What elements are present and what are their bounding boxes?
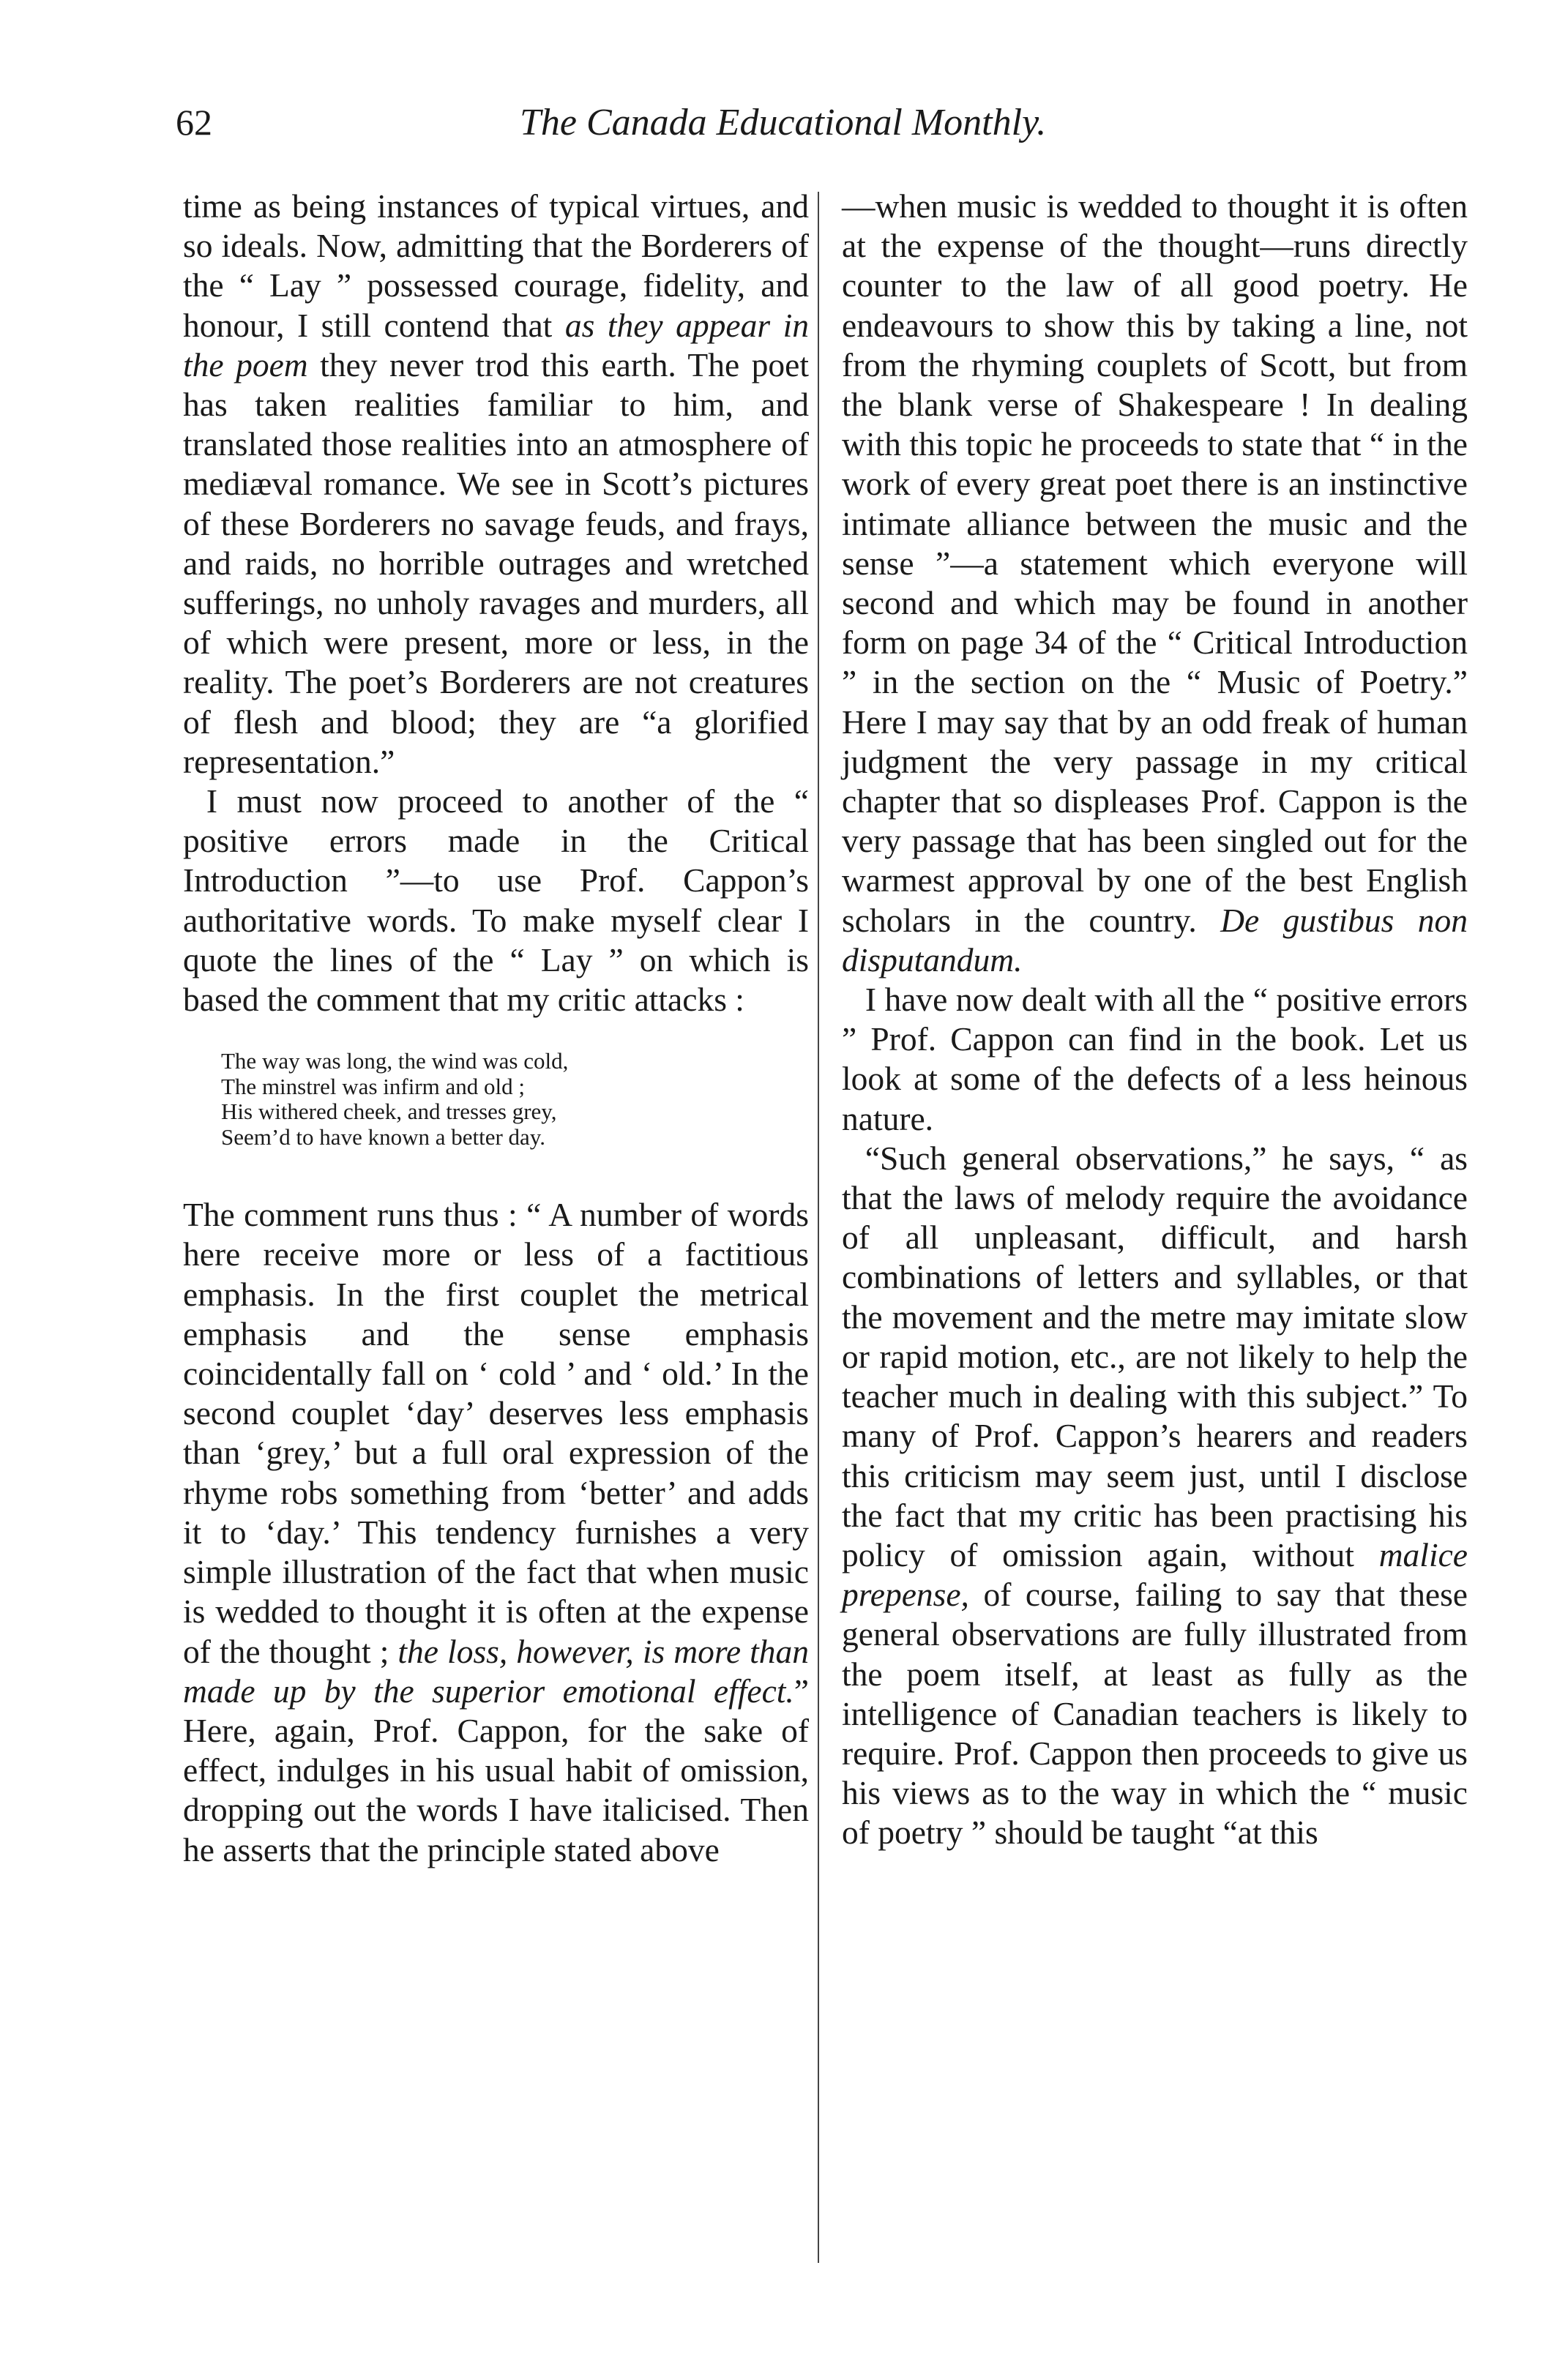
paragraph [842,1139,1468,1853]
paragraph [183,1195,809,1869]
text-run: The comment runs thus : “ A number of words here receive more or less of a factitious emphasis. In the first couplet the metrical emphasis and the sense emphasis coincidentally fall on ‘ cold ’ and ‘ old.’ In the second couplet ‘day’ deserves less emphasis than ‘grey,’ but a full oral expression of the rhyme robs something from ‘better’ and adds it to ‘day.’ This tendency furnishes a very simple illustration of the fact that when music is wedded to thought it is often at the expense of the thought ; [183,1196,809,1670]
text-run: of course, failing to say that these general observations are fully illustrated from the poem itself, at least as fully as the intelligence of Canadian teachers is likely to require. Prof. Cappon then proceeds to give us his views as to the way in which the “ music of poetry ” should be taught “at this [842,1576,1468,1852]
verse-line: The minstrel was infirm and old ; [221,1073,525,1099]
column-rule [818,192,819,2263]
verse-line: The way was long, the wind was cold, [221,1048,569,1074]
paragraph [183,187,809,782]
paragraph: I have now dealt with all the “ positive errors ” Prof. Cappon can find in the book. Let us look at some of the defects of a less heinous nature. [842,981,1468,1137]
page-number: 62 [176,102,212,143]
text-run: “Such general observations,” he says, “ as that the laws of melody require the avoidance of all unpleasant, difficult, and harsh combinations of letters and syllables, or that the movement and the metre may imitate slow or rapid motion, etc., are not likely to help the teacher much in dealing with this subject.” To many of Prof. Cappon’s hearers and readers this criticism may seem just, until I disclose the fact that my critic has been practising his policy of omission again, without [842,1139,1468,1573]
italic-text: the loss, however, is more than made up by the superior emotional effect. [183,1632,809,1710]
paragraph [842,187,1468,980]
italic-text: malice prepense, [842,1535,1468,1614]
italic-text: as they appear in the poem [183,306,809,383]
verse-line: Seem’d to have known a better day. [221,1123,546,1150]
verse-quotation [221,1049,809,1150]
text-run: they never trod this earth. The poet has taken realities familiar to him, and translated those realities into an atmosphere of mediæval romance. We see in Scott’s pictures of these Borderers no savage feuds, and frays, and raids, no horrible outrages and wretched sufferings, no unholy ravages and murders, all of which were present, more or less, in the reality. The poet’s Borderers are not creatures of flesh and blood; they are “a glorified representation.” [183,345,809,780]
page-header [176,101,1435,160]
text-run: ” Here, again, Prof. Cappon, for the sake of effect, indulges in his usual habit of omission, dropping out the words I have italicised. Then he asserts that the principle stated above [183,1672,809,1868]
text-run: time as being instances of typical virtues, and so ideals. Now, admitting that the Borderers of the “ Lay ” possessed courage, fidelity, and honour, I still contend that [183,187,809,344]
running-title: The Canada Educational Monthly. [520,102,1047,143]
left-column [183,187,809,1870]
right-column [842,187,1468,1853]
text-run: —when music is wedded to thought it is often at the expense of the thought—runs directly counter to the law of all good poetry. He endeavours to show this by taking a line, not from the rhyming couplets of Scott, but from the blank verse of Shakespeare ! In dealing with this topic he proceeds to state that “ in the work of every great poet there is an instinctive intimate alliance between the music and the sense ”—a statement which everyone will second and which may be found in another form on page 34 of the “ Critical Introduction ” in the section on the “ Music of Poetry.” Here I may say that by an odd freak of human judgment the very passage in my critical chapter that so displeases Prof. Cappon is the very passage that has been singled out for the warmest approval by one of the best English scholars in the country. [842,187,1468,939]
verse-line: His withered cheek, and tresses grey, [221,1099,557,1125]
italic-text: De gustibus non disputandum. [842,901,1468,978]
paragraph: I must now proceed to another of the “ positive errors made in the Critical Introduction ”—to use Prof. Cappon’s authoritative words. To make myself clear I quote the lines of the “ Lay ” on which is based the comment that my critic attacks : [183,782,809,1019]
